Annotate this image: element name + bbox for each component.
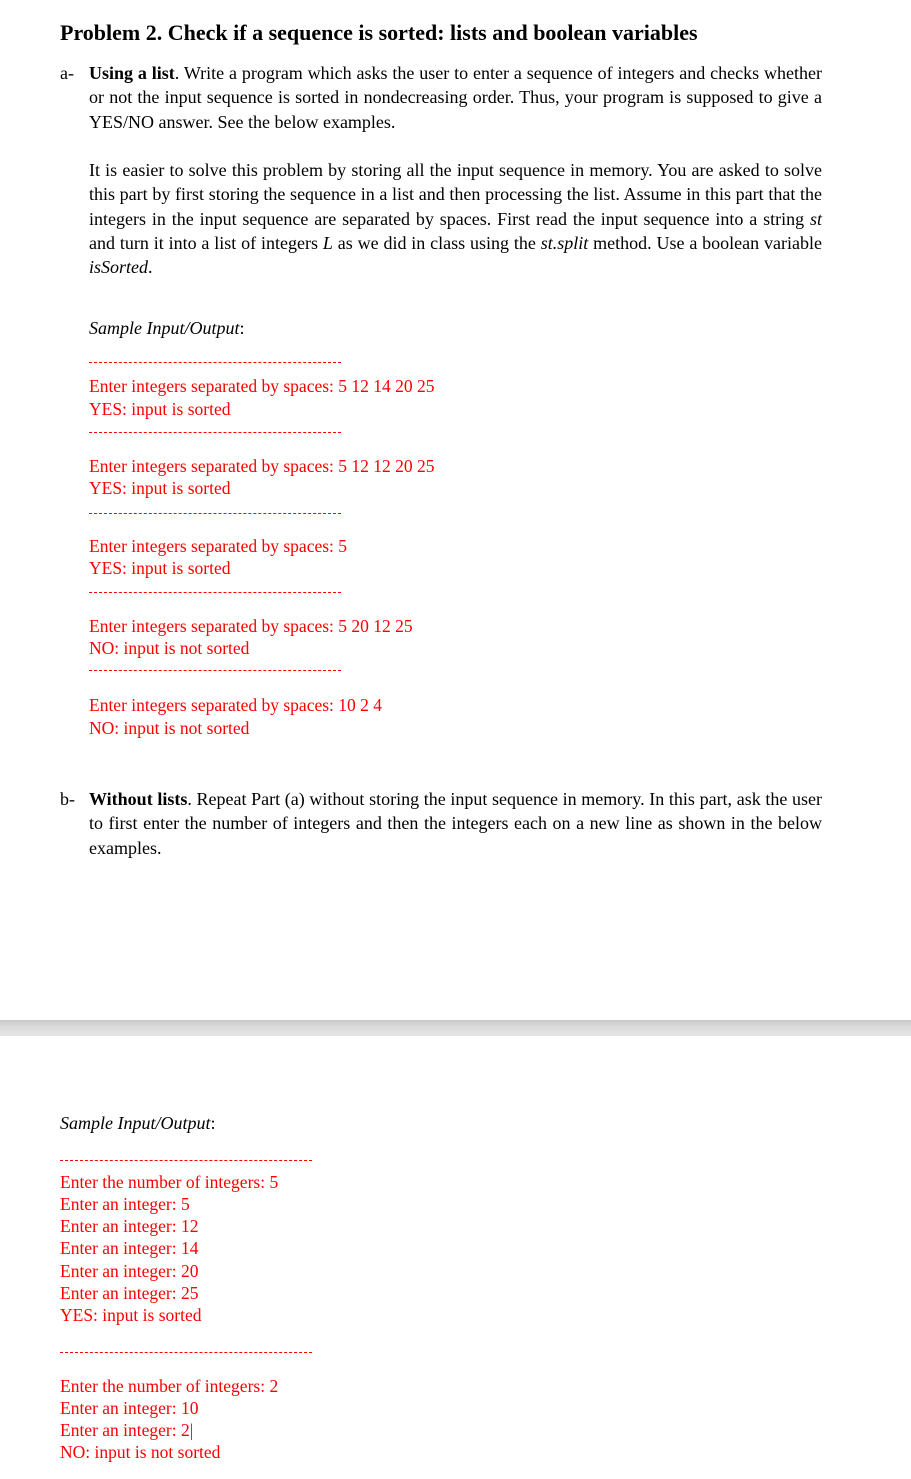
- sample-b1-line-4: Enter an integer: 14: [60, 1238, 199, 1258]
- sample-b2-line-2: Enter an integer: 10: [60, 1398, 199, 1418]
- part-b-sample-caption: [60, 1111, 216, 1135]
- sample-a3-result: YES: input is sorted: [89, 558, 231, 578]
- sample-a2-prompt: Enter integers separated by spaces: 5 12 12 20 25: [89, 456, 435, 476]
- part-a-sample-caption: [89, 316, 245, 340]
- sample-a4-prompt: Enter integers separated by spaces: 5 20 12 25: [89, 616, 413, 636]
- sample-a1-result: YES: input is sorted: [89, 399, 231, 419]
- sample-a5-result: NO: input is not sorted: [89, 718, 250, 738]
- part-b-intro-text: . Repeat Part (a) without storing the input sequence in memory. In this part, ask the user to first enter the number of integers and then the integers each on a new line as shown in the below examples.: [89, 789, 822, 858]
- var-L: L: [322, 232, 333, 253]
- part-a-instructions-text-4: method. Use a boolean variable: [588, 232, 822, 253]
- part-b-sample-caption-text: Sample Input/Output: [60, 1113, 211, 1133]
- sample-a4-result: NO: input is not sorted: [89, 638, 250, 658]
- separator-line: [60, 1160, 312, 1161]
- part-b-intro: [89, 787, 822, 860]
- var-st: st: [809, 208, 822, 229]
- part-a-instructions-text-2: and turn it into a list of integers: [89, 232, 323, 253]
- sample-b1-line-7: YES: input is sorted: [60, 1305, 202, 1325]
- part-a-instructions-text-3: as we did in class using the: [332, 232, 541, 253]
- sample-b1-line-5: Enter an integer: 20: [60, 1261, 199, 1281]
- separator-line: [89, 592, 341, 593]
- part-b-sample-caption-colon: :: [210, 1113, 216, 1133]
- part-a-intro: [89, 61, 822, 134]
- part-b-heading: Without lists: [89, 789, 188, 809]
- part-a-instructions-text-1: It is easier to solve this problem by storing all the input sequence in memory. You are asked to solve this part by first storing the sequence in a list and then processing the list. Assume in this part that the integers in the input sequence are separated by spaces. First read the input sequence into a string: [89, 160, 822, 229]
- sample-b1-line-3: Enter an integer: 12: [60, 1216, 199, 1236]
- part-a-instructions: [89, 158, 822, 279]
- separator-line: [60, 1352, 312, 1353]
- sample-a5-prompt: Enter integers separated by spaces: 10 2 4: [89, 695, 383, 715]
- sample-a1-prompt: Enter integers separated by spaces: 5 12 14 20 25: [89, 376, 435, 396]
- part-a-intro-text: . Write a program which asks the user to enter a sequence of integers and checks whether or not the input sequence is sorted in nondecreasing order. Thus, your program is supposed to give a YES/NO answer. See the below examples.: [89, 63, 822, 132]
- sample-b1-line-1: Enter the number of integers: 5: [60, 1172, 279, 1192]
- sample-a3-prompt: Enter integers separated by spaces: 5: [89, 536, 348, 556]
- part-a-sample-caption-colon: :: [239, 318, 245, 338]
- var-isSorted: isSorted: [89, 257, 149, 278]
- separator-line: [89, 670, 341, 671]
- part-a-marker: a-: [60, 63, 74, 83]
- part-b-marker: b-: [60, 789, 75, 809]
- sample-a2-result: YES: input is sorted: [89, 478, 231, 498]
- problem-title: Problem 2. Check if a sequence is sorted: lists and boolean variables: [60, 20, 698, 45]
- sample-b2-line-4: NO: input is not sorted: [60, 1442, 221, 1462]
- part-a-heading: Using a list: [89, 63, 175, 83]
- part-a-instructions-text-5: .: [148, 257, 153, 278]
- sample-b1-line-2: Enter an integer: 5: [60, 1194, 190, 1214]
- sample-b1-line-6: Enter an integer: 25: [60, 1283, 199, 1303]
- sample-b2-line-3: Enter an integer: 2|: [60, 1420, 194, 1440]
- separator-line: [89, 362, 341, 363]
- part-a-sample-caption-text: Sample Input/Output: [89, 318, 240, 338]
- separator-line: [89, 432, 341, 433]
- page-break: [0, 1020, 911, 1036]
- separator-line: [89, 513, 341, 514]
- sample-b2-line-1: Enter the number of integers: 2: [60, 1376, 279, 1396]
- method-st-split: st.split: [540, 232, 589, 253]
- document-page-2: [0, 1036, 911, 1479]
